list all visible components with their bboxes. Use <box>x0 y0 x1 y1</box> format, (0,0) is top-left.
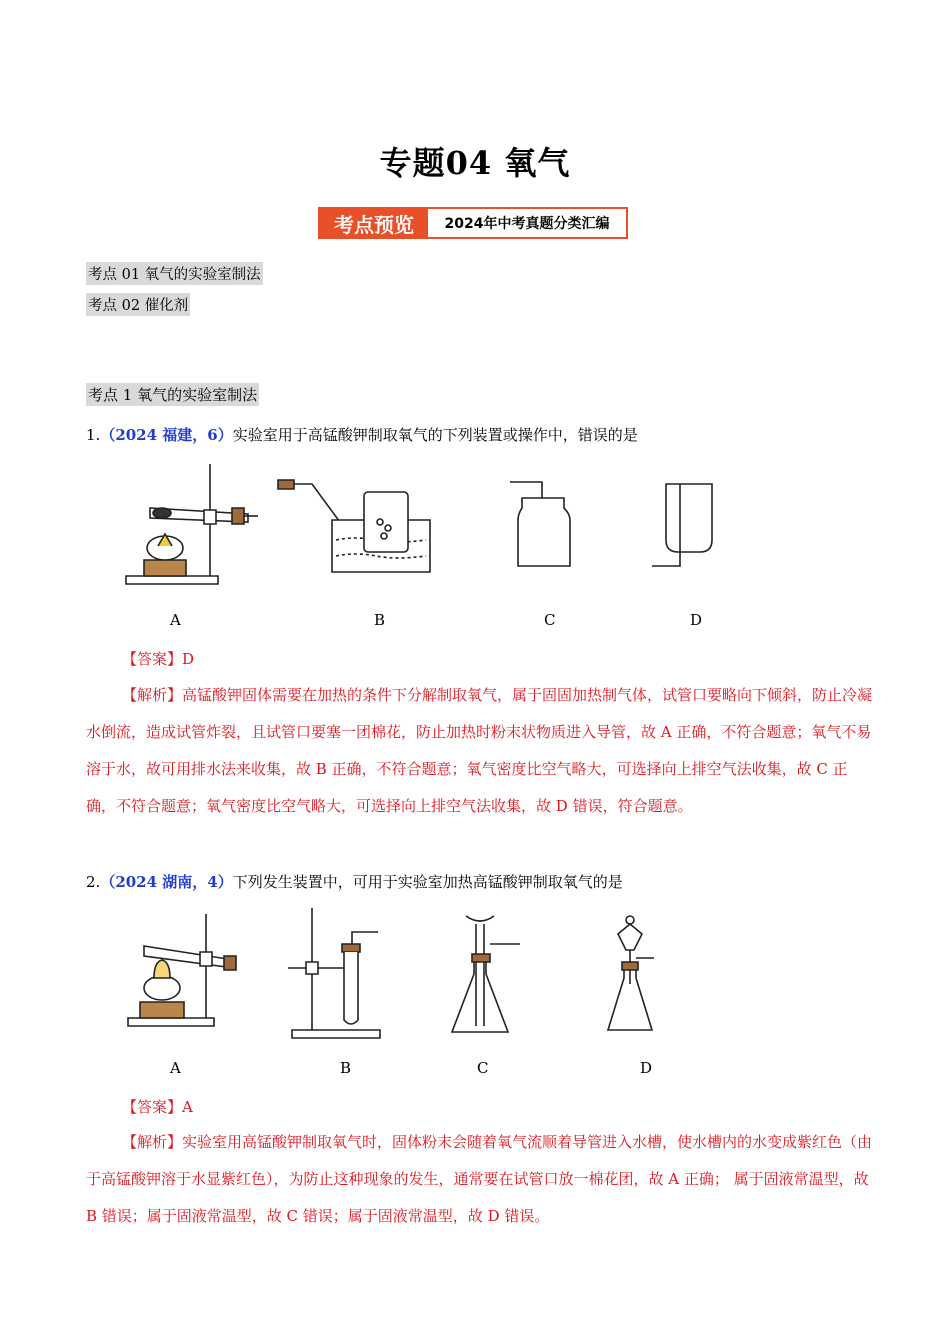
apparatus-upward-air-collection-figure <box>508 480 578 570</box>
apparatus-separatory-funnel-flask-figure <box>604 914 668 1034</box>
question-number: 1. <box>86 426 101 444</box>
toc-item-02[interactable]: 考点 02 催化剂 <box>86 293 190 316</box>
apparatus-heating-tube-figure <box>120 460 270 590</box>
option-label-a: A <box>170 1059 181 1077</box>
toc-item-01[interactable]: 考点 01 氧气的实验室制法 <box>86 262 263 285</box>
apparatus-conical-flask-funnel-figure <box>446 914 526 1039</box>
question-source: （2024 福建，6） <box>100 426 233 444</box>
option-label-b: B <box>340 1059 352 1077</box>
option-label-b: B <box>374 611 386 629</box>
apparatus-downward-air-collection-figure <box>650 480 720 570</box>
question-text: 下列发生装置中，可用于实验室加热高锰酸钾制取氧气的是 <box>232 873 623 891</box>
badge-subtitle: 2024年中考真题分类汇编 <box>444 216 610 232</box>
badge-label: 考点预览 <box>320 209 428 237</box>
explanation-2: 【解析】实验室用高锰酸钾制取氧气时，固体粉末会随着氧气流顺着导管进入水槽，使水槽内的水变成紫红色（由于高锰酸钾溶于水显紫红色），为防止这种现象的发生，通常要在试管口放一棉花团，故 A 正确； 属于固液常温型，故 B 错误；属于固液常温型，故 C 错误；属于固液常温型，故 D 错误。 <box>86 1133 873 1225</box>
question-text: 实验室用于高锰酸钾制取氧气的下列装置或操作中，错误的是 <box>232 426 638 444</box>
page-title: 专题04 氧气 <box>379 144 571 182</box>
apparatus-water-collection-figure <box>276 476 436 576</box>
question-source: （2024 湖南，4） <box>100 873 233 891</box>
question-1 <box>86 424 638 445</box>
answer-2: 【答案】A <box>122 1098 193 1116</box>
preview-badge <box>318 207 628 239</box>
apparatus-heating-tube-figure <box>124 912 254 1032</box>
question-number: 2. <box>86 873 101 891</box>
option-label-d: D <box>640 1059 653 1077</box>
explanation-1: 【解析】高锰酸钾固体需要在加热的条件下分解制取氧气，属于固固加热制气体，试管口要略向下倾斜，防止冷凝水倒流，造成试管炸裂，且试管口要塞一团棉花，防止加热时粉末状物质进入导管，故 A 正确，不符合题意；氧气不易溶于水，故可用排水法来收集，故 B 正确，不符合题意；氧气密度比空气略大，可选择向上排空气法收集，故 C 正确，不符合题意；氧气密度比空气略大，可选择向上排空气法收集，故 D 错误，符合题意。 <box>86 686 873 815</box>
option-label-c: C <box>477 1059 489 1077</box>
question-2 <box>86 871 623 892</box>
option-label-a: A <box>170 611 181 629</box>
option-label-d: D <box>690 611 703 629</box>
section-heading: 考点 1 氧气的实验室制法 <box>86 383 259 406</box>
answer-1: 【答案】D <box>122 650 195 668</box>
apparatus-test-tube-stand-figure <box>286 904 386 1039</box>
option-label-c: C <box>544 611 556 629</box>
